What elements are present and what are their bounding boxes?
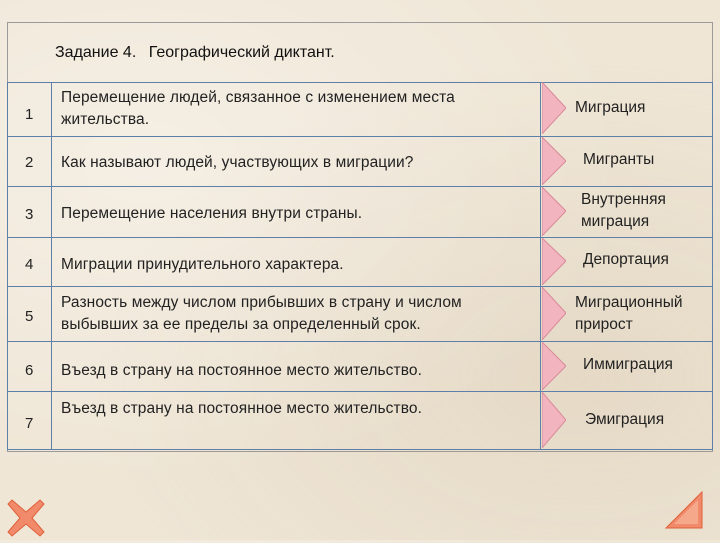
row-divider bbox=[7, 136, 713, 137]
triangle-arrow-icon[interactable] bbox=[542, 82, 566, 134]
question-text: Въезд в страну на постоянное место жительство. bbox=[61, 400, 423, 417]
question-text: Перемещение людей, связанное с изменением места жительства. bbox=[61, 89, 455, 128]
answer-text: Миграция bbox=[575, 99, 646, 116]
answer-text: Внутренняя миграция bbox=[581, 191, 666, 230]
answer-text: Эмиграция bbox=[585, 411, 665, 428]
column-divider bbox=[540, 82, 541, 450]
answer-text: Депортация bbox=[583, 251, 669, 268]
row-divider bbox=[7, 391, 713, 392]
answer-text: Миграционный прирост bbox=[575, 294, 683, 333]
triangle-arrow-icon[interactable] bbox=[542, 392, 566, 448]
row-number: 6 bbox=[25, 362, 34, 379]
column-divider bbox=[51, 82, 52, 450]
row-divider bbox=[7, 286, 713, 287]
triangle-arrow-icon[interactable] bbox=[542, 287, 566, 340]
row-divider bbox=[7, 237, 713, 238]
answer-text: Иммиграция bbox=[583, 356, 673, 373]
row-number: 1 bbox=[25, 106, 34, 123]
task-title: Географический диктант. bbox=[148, 44, 335, 61]
question-text: Въезд в страну на постоянное место жительство. bbox=[61, 362, 423, 379]
question-text: Перемещение населения внутри страны. bbox=[61, 205, 363, 222]
row-divider bbox=[7, 82, 713, 83]
row-number: 3 bbox=[25, 206, 34, 223]
triangle-arrow-icon[interactable] bbox=[542, 187, 566, 236]
answer-text: Мигранты bbox=[583, 151, 655, 168]
close-x-icon[interactable] bbox=[6, 498, 46, 538]
row-number: 4 bbox=[25, 256, 34, 273]
row-divider bbox=[7, 449, 713, 450]
question-text: Разность между числом прибывших в страну и числом выбывших за ее пределы за определенный срок. bbox=[61, 294, 462, 333]
triangle-arrow-icon[interactable] bbox=[542, 342, 566, 390]
triangle-arrow-icon[interactable] bbox=[542, 137, 566, 185]
question-text: Миграции принудительного характера. bbox=[61, 256, 344, 273]
dictation-table bbox=[7, 82, 713, 450]
triangle-nav-icon[interactable] bbox=[664, 490, 706, 530]
column-divider bbox=[7, 82, 8, 450]
row-number: 7 bbox=[25, 415, 34, 432]
column-divider bbox=[712, 82, 713, 450]
triangle-arrow-icon[interactable] bbox=[542, 238, 566, 285]
task-number: Задание 4. bbox=[55, 44, 137, 61]
row-divider bbox=[7, 341, 713, 342]
slide-title bbox=[55, 44, 335, 62]
question-text: Как называют людей, участвующих в миграции? bbox=[61, 154, 414, 171]
row-divider bbox=[7, 186, 713, 187]
row-number: 2 bbox=[25, 154, 34, 171]
row-number: 5 bbox=[25, 308, 34, 325]
